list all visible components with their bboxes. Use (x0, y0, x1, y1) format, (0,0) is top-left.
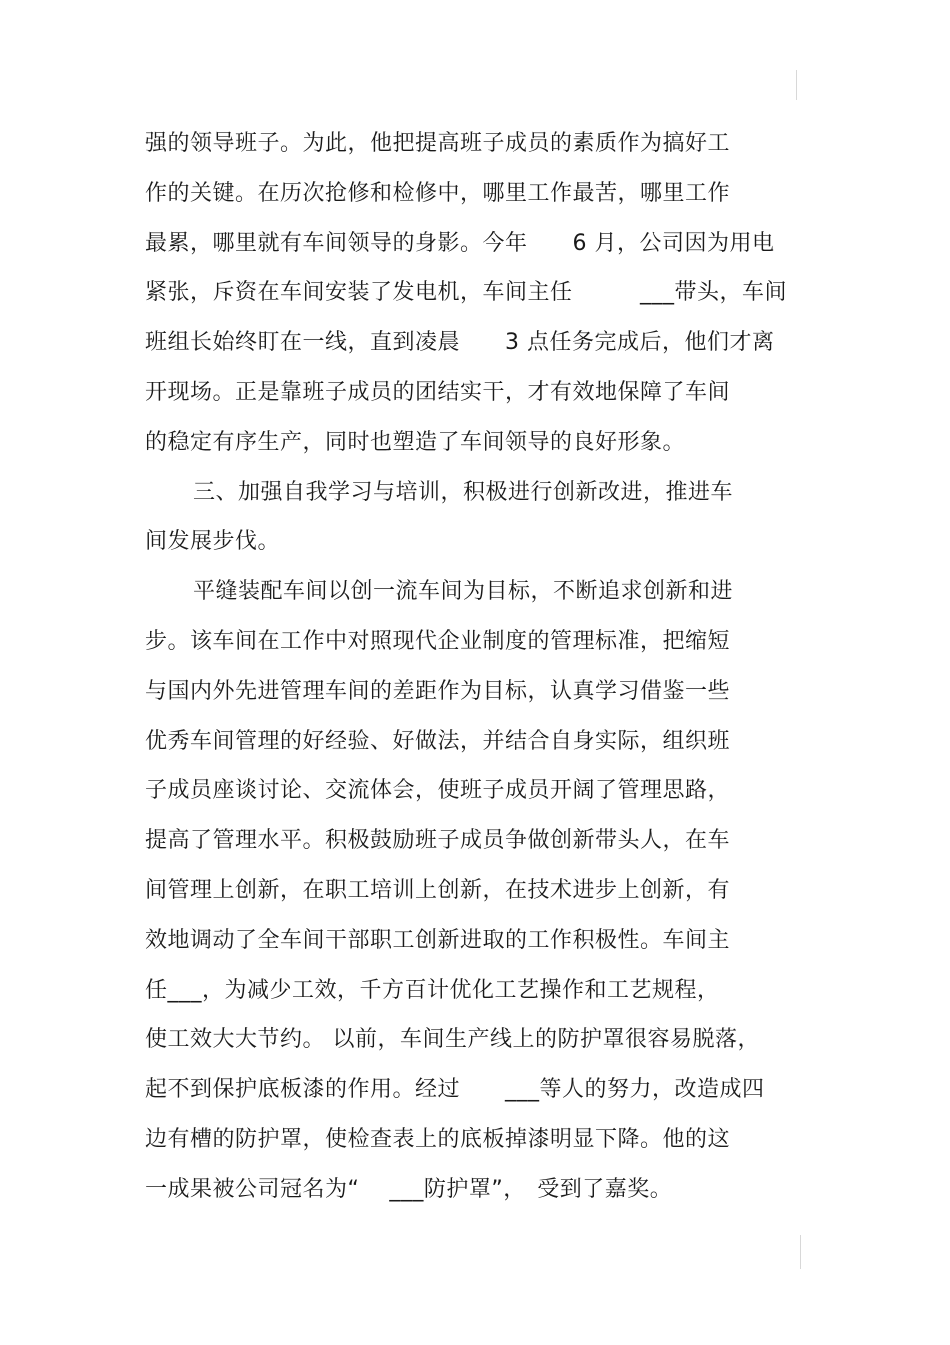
text-line: 最累，哪里就有车间领导的身影。今年 6 月，公司因为用电 (145, 230, 775, 256)
page-margin-mark-top (796, 70, 797, 100)
text-line: 紧张，斥资在车间安装了发电机，车间主任 ___带头，车间 (145, 280, 788, 306)
text-line: 强的领导班子。为此，他把提高班子成员的素质作为搞好工 (145, 131, 731, 156)
text-line: 步。该车间在工作中对照现代企业制度的管理标准，把缩短 (145, 628, 731, 654)
text-line: 使工效大大节约。 以前，车间生产线上的防护罩很容易脱落， (145, 1027, 760, 1053)
text-line: 优秀车间管理的好经验、好做法，并结合自身实际，组织班 (145, 728, 731, 754)
document-body (145, 119, 825, 1215)
section-heading-continued: 间发展步伐。 (145, 529, 281, 555)
text-line: 的稳定有序生产，同时也塑造了车间领导的良好形象。 (145, 429, 686, 455)
text-line: 任___，为减少工效，千方百计优化工艺操作和工艺规程， (145, 977, 720, 1003)
text-line: 一成果被公司冠名为“ ___防护罩”， 受到了嘉奖。 (145, 1176, 673, 1202)
text-line: 效地调动了全车间干部职工创新进取的工作积极性。车间主 (145, 927, 731, 953)
text-line: 子成员座谈讨论、交流体会，使班子成员开阔了管理思路， (145, 778, 731, 804)
text-line: 开现场。正是靠班子成员的团结实干，才有效地保障了车间 (145, 379, 731, 405)
text-line: 边有槽的防护罩，使检查表上的底板掉漆明显下降。他的这 (145, 1126, 731, 1152)
text-line: 起不到保护底板漆的作用。经过 ___等人的努力，改造成四 (145, 1077, 765, 1103)
text-line: 间管理上创新，在职工培训上创新，在技术进步上创新，有 (145, 877, 731, 903)
section-heading: 三、加强自我学习与培训，积极进行创新改进，推进车 (193, 479, 734, 505)
text-line: 与国内外先进管理车间的差距作为目标，认真学习借鉴一些 (145, 678, 731, 704)
paragraph-start: 平缝装配车间以创一流车间为目标，不断追求创新和进 (193, 579, 734, 605)
text-line: 班组长始终盯在一线，直到凌晨 3 点任务完成后，他们才离 (145, 330, 775, 356)
text-line: 提高了管理水平。积极鼓励班子成员争做创新带头人，在车 (145, 828, 731, 854)
text-line: 作的关键。在历次抢修和检修中，哪里工作最苦，哪里工作 (145, 180, 731, 206)
page-margin-mark-bottom (800, 1235, 801, 1269)
